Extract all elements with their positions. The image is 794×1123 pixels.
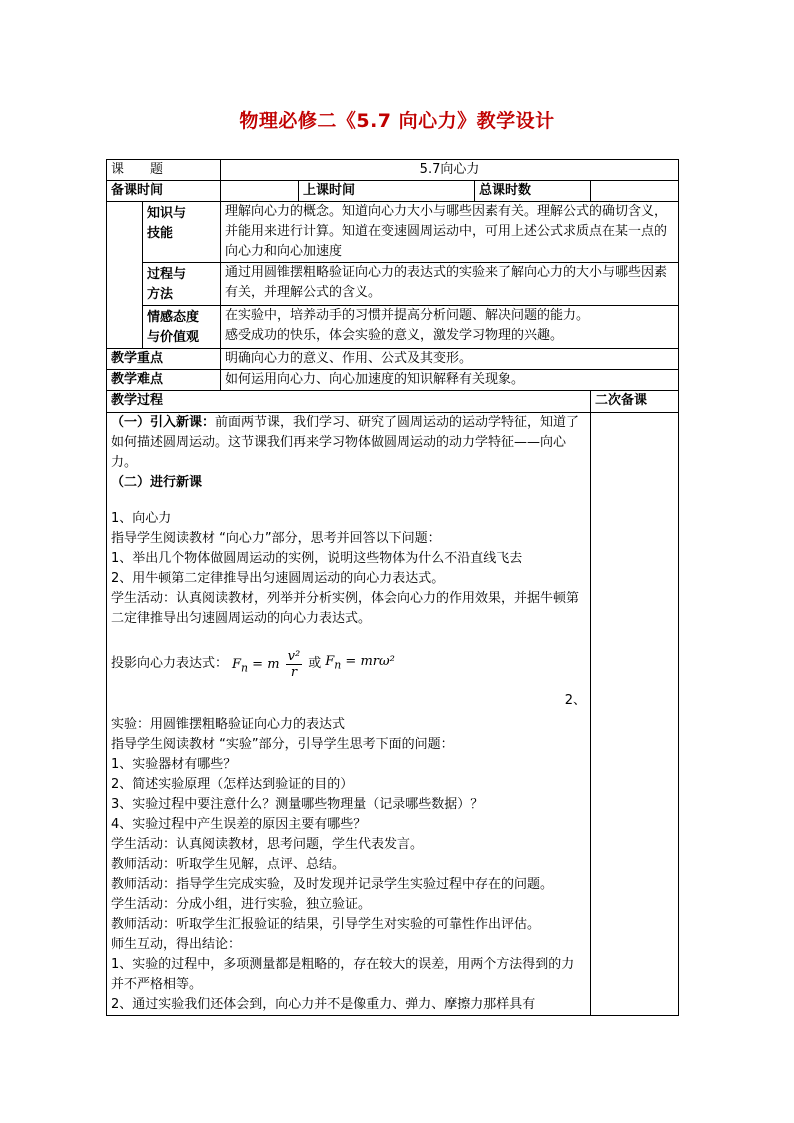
section1-question-2: 2、用牛顿第二定律推导出匀速圆周运动的向心力表达式。 [111, 571, 445, 586]
objective-text-attitude [221, 306, 679, 349]
formula-a-denominator: r [290, 664, 298, 680]
experiment-question-1: 1、实验器材有哪些？ [111, 757, 237, 772]
objective-label-knowledge [143, 202, 221, 263]
objective-label-line2: 方法 [147, 287, 174, 302]
experiment-title: 实验：用圆锥摆粗略验证向心力的表达式 [111, 717, 346, 732]
activity-5: 教师活动：听取学生汇报验证的结果，引导学生对实验的可靠性作出评估。 [111, 917, 541, 932]
topic-value: 5.7向心力 [221, 160, 679, 181]
formula-b-lhs: F [325, 654, 335, 670]
process-header-row [107, 391, 679, 413]
total-hours-label: 总课时数 [475, 181, 591, 202]
process-content [107, 413, 591, 1016]
activity-1: 学生活动：认真阅读教材，思考问题，学生代表发言。 [111, 837, 424, 852]
time-row [107, 181, 679, 202]
total-hours-value [591, 181, 679, 202]
objective-label-process [143, 263, 221, 306]
objective-label-line2: 与价值观 [147, 330, 200, 345]
objective-label-attitude [143, 306, 221, 349]
topic-row [107, 160, 679, 181]
objective-text-knowledge: 理解向心力的概念。知道向心力大小与哪些因素有关。理解公式的确切含义，并能用来进行计算。知道在变速圆周运动中，可用上述公式求质点在某一点的向心力和向心加速度 [221, 202, 679, 263]
experiment-question-4: 4、实验过程中产生误差的原因主要有哪些？ [111, 817, 367, 832]
class-time-label: 上课时间 [299, 181, 475, 202]
formula-a-fraction [286, 649, 303, 680]
formula-or: 或 [308, 656, 322, 671]
process-body-row [107, 413, 679, 1016]
page-title: 物理必修二《5.7 向心力》教学设计 [239, 110, 555, 132]
objective-text-line2: 感受成功的快乐，体会实验的意义，激发学习物理的兴趣。 [225, 328, 564, 343]
objective-row-attitude [107, 306, 679, 349]
difficulty-row [107, 370, 679, 391]
section1-question-1: 1、举出几个物体做圆周运动的实例，说明这些物体为什么不沿直线飞去 [111, 551, 523, 566]
objective-text-process: 通过用圆锥摆粗略验证向心力的表达式的实验来了解向心力的大小与哪些因素有关，并理解公式的含义。 [221, 263, 679, 306]
objectives-blank-cell [107, 202, 143, 349]
prep-time-value [221, 181, 299, 202]
activity-3: 教师活动：指导学生完成实验，及时发现并记录学生实验过程中存在的问题。 [111, 877, 554, 892]
centripetal-force-formula [111, 637, 586, 691]
formula-a-numerator: v² [287, 648, 301, 664]
conclusion-2: 2、通过实验我们还体会到，向心力并不是像重力、弹力、摩擦力那样具有 [111, 997, 536, 1012]
objective-row-process [107, 263, 679, 306]
difficulty-label: 教学难点 [107, 370, 221, 391]
formula-a-m: m [267, 656, 280, 672]
formula-b-sub: n [334, 658, 342, 672]
objective-label-line2: 技能 [147, 226, 174, 241]
section1-title: 1、向心力 [111, 511, 172, 526]
section2-number: 2、 [564, 693, 587, 708]
key-point-row [107, 349, 679, 370]
topic-label: 课 题 [107, 160, 221, 181]
activity-6: 师生互动，得出结论： [111, 937, 242, 952]
formula-a-sub: n [241, 661, 249, 675]
formula-b-rhs: mrω² [360, 654, 395, 670]
key-point-label: 教学重点 [107, 349, 221, 370]
objective-text-line1: 在实验中，培养动手的习惯并提高分析问题、解决问题的能力。 [225, 308, 590, 323]
activity-2: 教师活动：听取学生见解，点评、总结。 [111, 857, 346, 872]
difficulty-text: 如何运用向心力、向心加速度的知识解释有关现象。 [221, 370, 679, 391]
lesson-plan-table [106, 159, 679, 1016]
intro-heading: （一）引入新课： [111, 415, 216, 430]
objective-label-line1: 情感态度 [147, 310, 200, 325]
formula-a: $F_n = m$ $\frac{\text{v²}}{r}$ [232, 648, 301, 680]
objective-label-line1: 知识与 [147, 206, 187, 221]
objective-row-knowledge [107, 202, 679, 263]
section1-student-activity: 学生活动：认真阅读教材，列举并分析实例，体会向心力的作用效果，并据牛顿第二定律推导出匀速圆周运动的向心力表达式。 [111, 591, 580, 626]
intro-text: 前面两节课，我们学习、研究了圆周运动的运动学特征，知道了如何描述圆周运动。这节课我们再来学习物体做圆周运动的动力学特征——向心力。 [111, 415, 580, 470]
formula-label: 投影向心力表达式： [111, 656, 229, 671]
section1-guide: 指导学生阅读教材 “向心力”部分，思考并回答以下问题： [111, 531, 441, 546]
new-lesson-heading: （二）进行新课 [111, 475, 203, 490]
key-point-text: 明确向心力的意义、作用、公式及其变形。 [221, 349, 679, 370]
intro-paragraph [111, 413, 586, 473]
experiment-question-2: 2、简述实验原理（怎样达到验证的目的） [111, 777, 354, 792]
formula-a-lhs: F [232, 656, 242, 672]
conclusion-1: 1、实验的过程中，多项测量都是粗略的，存在较大的误差，用两个方法得到的力并不严格相等。 [111, 957, 575, 992]
second-prep-label: 二次备课 [591, 391, 679, 413]
formula-b: $F_n = mr\omega^2$ [325, 654, 395, 672]
experiment-question-3: 3、实验过程中要注意什么？测量哪些物理量（记录哪些数据）？ [111, 797, 484, 812]
objective-label-line1: 过程与 [147, 267, 187, 282]
prep-time-label: 备课时间 [107, 181, 221, 202]
activity-4: 学生活动：分成小组，进行实验，独立验证。 [111, 897, 372, 912]
second-prep-content [591, 413, 679, 1016]
process-label: 教学过程 [107, 391, 591, 413]
experiment-guide: 指导学生阅读教材 “实验”部分，引导学生思考下面的问题： [111, 737, 454, 752]
